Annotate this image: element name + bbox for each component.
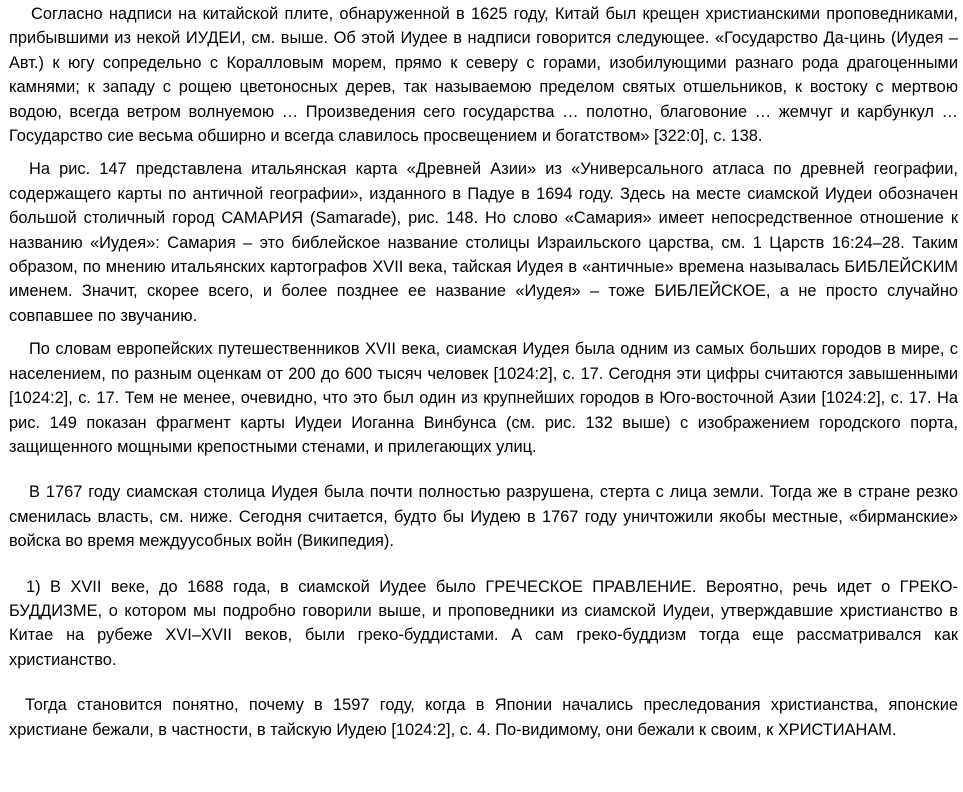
paragraph-china-inscription: Согласно надписи на китайской плите, обнаруженной в 1625 году, Китай был крещен христианскими проповедниками, прибывшими из некой ИУДЕИ, см. выше. Об этой Иудее в надписи говорится следующее. «Государство Да-цинь (Иудея – Авт.) к югу сопредельно с Коралловым морем, прямо к северу с горами, изобилующими разнаго рода драгоценными камнями; к западу с рощею цветоносных дерев, так называемою пределом святых отшельников, к востоку с мертвою водою, всегда ветром волнуемою … Произведения сего государства … полотно, благовоние … жемчуг и карбункул … Государство сие весьма обширно и всегда славилось просвещением и богатством» [322:0], с. 138. — [9, 5, 958, 146]
paragraph-japanese-christians: Тогда становится понятно, почему в 1597 году, когда в Японии начались преследования христианства, японские христиане бежали, в частности, в тайскую Иудею [1024:2], с. 4. По-видимому, они бежали к своим, к ХРИСТИАНАМ. — [9, 696, 958, 739]
paragraph-1767-destruction: В 1767 году сиамская столица Иудея была почти полностью разрушена, стерта с лица земли. Тогда же в стране резко сменилась власть, см. ниже. Сегодня считается, будто бы Иудею в 1767 году уничтожили якобы местные, «бирманские» войска во время междуусобных войн (Википедия). — [9, 483, 958, 551]
paragraph-greek-rule: 1) В XVII веке, до 1688 года, в сиамской Иудее было ГРЕЧЕСКОЕ ПРАВЛЕНИЕ. Вероятно, речь идет о ГРЕКО-БУДДИЗМЕ, о котором мы подробно говорили выше, и проповедники из сиамской Иудеи, утверждавшие христианство в Китае на рубеже XVI–XVII веков, были греко-буддистами. А сам греко-буддизм тогда еще рассматривался как христианство. — [9, 577, 958, 669]
paragraph-italian-map: На рис. 147 представлена итальянская карта «Древней Азии» из «Универсального атласа по древней географии, содержащего карты по античной географии», изданного в Падуе в 1694 году. Здесь на месте сиамской Иудеи обозначен большой столичный город САМАРИЯ (Samarade), рис. 148. Но слово «Самария» имеет непосредственное отношение к названию «Иудея»: Самария – это библейское название столицы Израильского царства, см. 1 Царств 16:24–28. Таким образом, по мнению итальянских картографов XVII века, тайская Иудея в «античные» времена называлась БИБЛЕЙСКИМ именем. Значит, скорее всего, и более позднее ее название «Иудея» – тоже БИБЛЕЙСКОЕ, а не просто случайно совпавшее по звучанию. — [9, 160, 958, 325]
paragraph-european-travelers: По словам европейских путешественников XVII века, сиамская Иудея была одним из самых больших городов в мире, с населением, по разным оценкам от 200 до 600 тысяч человек [1024:2], с. 17. Сегодня эти цифры считаются завышенными [1024:2], с. 17. Тем не менее, очевидно, что это был один из крупнейших городов в Юго-восточной Азии [1024:2], с. 17. На рис. 149 показан фрагмент карты Иудеи Иоганна Винбунса (см. рис. 132 выше) с изображением городского порта, защищенного мощными крепостными стенами, и прилегающих улиц. — [9, 340, 958, 456]
